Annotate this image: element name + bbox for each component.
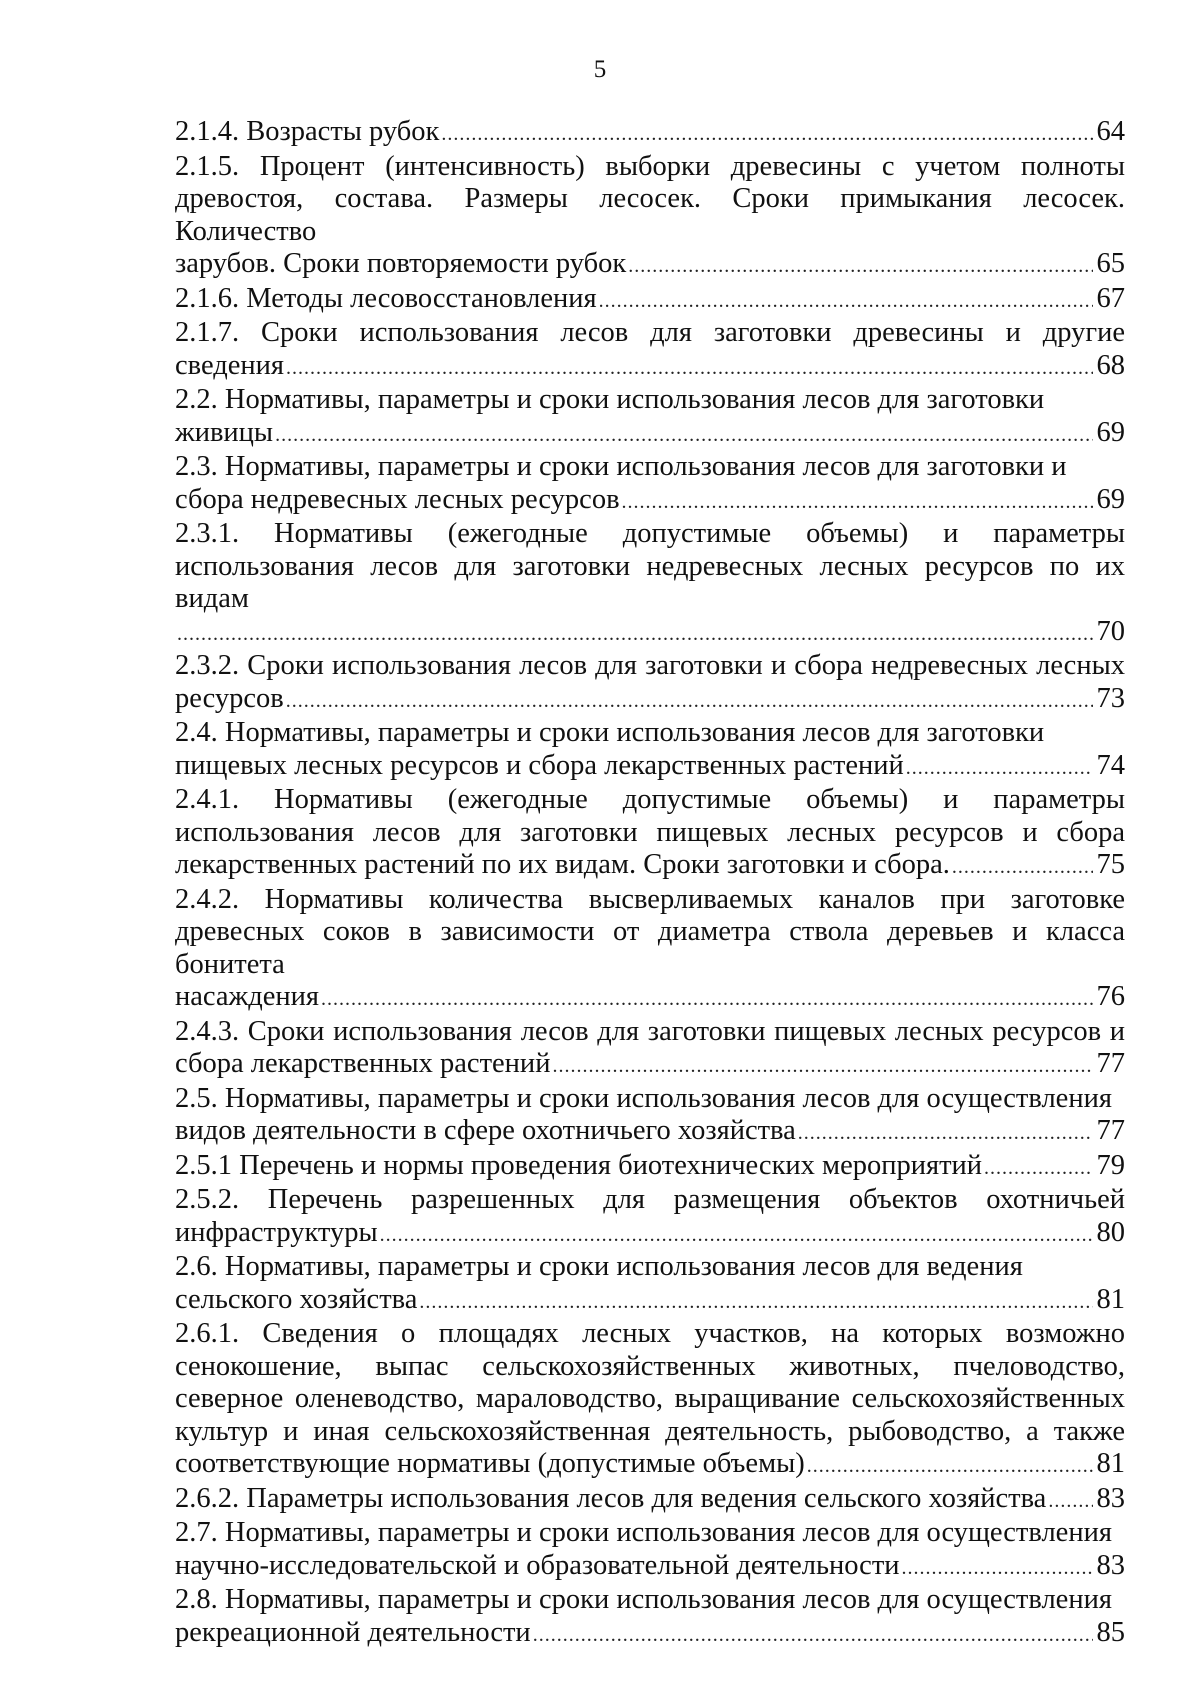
dot-leader xyxy=(321,983,1092,1016)
toc-entry[interactable] xyxy=(175,283,1125,318)
toc-entry-line: 2.6.1. Сведения о площадях лесных участков, на которых возможно xyxy=(175,1318,1125,1349)
toc-entry-line: 2.4.2. Нормативы количества высверливаемых каналов при заготовке xyxy=(175,883,1125,915)
dot-leader xyxy=(628,250,1092,283)
toc-page-number: 65 xyxy=(1096,248,1125,279)
dot-leader xyxy=(906,752,1093,785)
toc-entry[interactable] xyxy=(175,1251,1125,1318)
toc-entry[interactable] xyxy=(175,451,1125,518)
toc-entry-line: сбора лекарственных растений xyxy=(175,1048,551,1079)
toc-entry[interactable] xyxy=(175,717,1125,784)
toc-entry-line: сенокошение, выпас сельскохозяйственных животных, пчеловодство, xyxy=(175,1350,1125,1382)
dot-leader xyxy=(622,486,1093,519)
toc-entry[interactable] xyxy=(175,151,1125,283)
toc-page-number: 69 xyxy=(1096,416,1125,448)
toc-entry-line: 2.4. Нормативы, параметры и сроки использования лесов для заготовки xyxy=(175,717,1045,748)
toc-page-number: 69 xyxy=(1096,483,1125,515)
dot-leader xyxy=(286,352,1093,385)
toc-entry-line: 2.3.1. Нормативы (ежегодные допустимые объемы) и параметры xyxy=(175,518,1125,549)
toc-page-number: 74 xyxy=(1096,749,1125,781)
toc-entry-line: сведения xyxy=(175,349,284,381)
toc-page-number: 77 xyxy=(1096,1048,1125,1079)
toc-entry-line: 2.8. Нормативы, параметры и сроки использования лесов для осуществления xyxy=(175,1584,1112,1615)
toc-entry-line: научно-исследовательской и образовательной деятельности xyxy=(175,1549,900,1581)
toc-entry-line: использования лесов для заготовки пищевых лесных ресурсов и сбора xyxy=(175,816,1125,848)
toc-entry-line: 2.4.1. Нормативы (ежегодные допустимые объемы) и параметры xyxy=(175,784,1125,815)
toc-page-number: 83 xyxy=(1096,1482,1125,1514)
toc-page-number: 76 xyxy=(1096,981,1125,1012)
toc-page-number: 75 xyxy=(1096,849,1125,880)
toc-page-number: 81 xyxy=(1096,1448,1125,1479)
toc-page-number: 77 xyxy=(1096,1115,1125,1146)
toc-entry[interactable] xyxy=(175,1150,1125,1185)
toc-entry[interactable] xyxy=(175,884,1125,1016)
toc-entry-line: использования лесов для заготовки недревесных лесных ресурсов по их видам xyxy=(175,550,1125,614)
toc-page-number: 81 xyxy=(1096,1283,1125,1315)
toc-entry-line: 2.5. Нормативы, параметры и сроки использования лесов для осуществления xyxy=(175,1082,1112,1114)
dot-leader xyxy=(807,1450,1093,1483)
toc-entry-line: 2.4.3. Сроки использования лесов для заготовки пищевых лесных ресурсов и xyxy=(175,1015,1125,1047)
toc-entry[interactable] xyxy=(175,650,1125,717)
dot-leader xyxy=(902,1552,1093,1585)
toc-entry-line: зарубов. Сроки повторяемости рубок xyxy=(175,248,627,279)
toc-entry-line: пищевых лесных ресурсов и сбора лекарственных растений xyxy=(175,749,904,781)
toc-entry-line: 2.3. Нормативы, параметры и сроки использования лесов для заготовки и xyxy=(175,451,1067,482)
toc-entry[interactable] xyxy=(175,784,1125,884)
dot-leader xyxy=(798,1117,1093,1150)
dot-leader xyxy=(286,685,1093,718)
toc-entry-line: насаждения xyxy=(175,981,320,1012)
toc-entry-line: древостоя, состава. Размеры лесосек. Сроки примыкания лесосек. Количество xyxy=(175,183,1125,247)
toc-page-number: 64 xyxy=(1096,116,1125,147)
toc-entry[interactable] xyxy=(175,317,1125,384)
toc-entry[interactable] xyxy=(175,1083,1125,1150)
dot-leader xyxy=(599,285,1093,318)
table-of-contents xyxy=(175,116,1125,1651)
toc-entry-line: 2.6. Нормативы, параметры и сроки использования лесов для ведения xyxy=(175,1251,1023,1282)
toc-page-number: 83 xyxy=(1096,1549,1125,1581)
toc-entry-line: 2.7. Нормативы, параметры и сроки использования лесов для осуществления xyxy=(175,1517,1112,1548)
toc-entry-line: 2.3.2. Сроки использования лесов для заготовки и сбора недревесных лесных xyxy=(175,650,1125,681)
toc-page-number: 73 xyxy=(1096,682,1125,714)
toc-entry-line: 2.1.4. Возрасты рубок xyxy=(175,116,440,147)
dot-leader xyxy=(419,1286,1092,1319)
toc-entry-line: живицы xyxy=(175,416,274,448)
toc-page-number: 85 xyxy=(1096,1616,1125,1648)
toc-entry[interactable] xyxy=(175,116,1125,151)
toc-entry[interactable] xyxy=(175,1584,1125,1651)
toc-entry[interactable] xyxy=(175,1483,1125,1518)
toc-entry[interactable] xyxy=(175,1016,1125,1083)
toc-entry-line: 2.1.6. Методы лесовосстановления xyxy=(175,282,597,314)
toc-entry[interactable] xyxy=(175,1517,1125,1584)
page-number: 5 xyxy=(593,56,607,83)
toc-entry-line: 2.1.5. Процент (интенсивность) выборки древесины с учетом полноты xyxy=(175,150,1125,182)
dot-leader xyxy=(552,1050,1092,1083)
toc-entry-line: соответствующие нормативы (допустимые объемы) xyxy=(175,1448,805,1479)
dot-leader xyxy=(441,118,1092,151)
toc-entry-line: 2.6.2. Параметры использования лесов для ведения сельского хозяйства xyxy=(175,1482,1047,1514)
toc-entry-line: 2.5.2. Перечень разрешенных для размещения объектов охотничьей xyxy=(175,1184,1125,1215)
toc-entry[interactable] xyxy=(175,1318,1125,1483)
toc-entry-line: 2.5.1 Перечень и нормы проведения биотехнических мероприятий xyxy=(175,1149,983,1181)
dot-leader xyxy=(275,419,1092,452)
toc-entry-line: сбора недревесных лесных ресурсов xyxy=(175,483,620,515)
toc-entry-line: лекарственных растений по их видам. Сроки заготовки и сбора. xyxy=(175,849,950,880)
toc-entry[interactable] xyxy=(175,384,1125,451)
toc-entry-line: 2.2. Нормативы, параметры и сроки использования лесов для заготовки xyxy=(175,384,1045,415)
toc-page-number: 79 xyxy=(1096,1149,1125,1181)
toc-entry-line: инфраструктуры xyxy=(175,1216,378,1248)
toc-entry-line: 2.1.7. Сроки использования лесов для заготовки древесины и другие xyxy=(175,317,1125,348)
toc-page-number: 70 xyxy=(1096,615,1125,647)
toc-entry-line: ресурсов xyxy=(175,682,284,714)
toc-entry[interactable] xyxy=(175,518,1125,650)
toc-page-number: 68 xyxy=(1096,349,1125,381)
dot-leader xyxy=(984,1152,1092,1185)
toc-entry-line: культур и иная сельскохозяйственная деятельность, рыбоводство, а также xyxy=(175,1415,1125,1447)
dot-leader xyxy=(177,618,1093,651)
toc-entry-line: древесных соков в зависимости от диаметра ствола деревьев и класса бонитета xyxy=(175,916,1125,980)
toc-page-number: 80 xyxy=(1096,1216,1125,1248)
dot-leader xyxy=(952,851,1093,884)
dot-leader xyxy=(533,1619,1093,1652)
toc-entry-line: видов деятельности в сфере охотничьего хозяйства xyxy=(175,1115,796,1146)
toc-page-number: 67 xyxy=(1096,282,1125,314)
toc-entry-line: северное оленеводство, мараловодство, выращивание сельскохозяйственных xyxy=(175,1383,1125,1414)
toc-entry-line: рекреационной деятельности xyxy=(175,1616,531,1648)
dot-leader xyxy=(1048,1485,1092,1518)
dot-leader xyxy=(380,1219,1093,1252)
toc-entry[interactable] xyxy=(175,1184,1125,1251)
toc-entry-line: сельского хозяйства xyxy=(175,1283,418,1315)
